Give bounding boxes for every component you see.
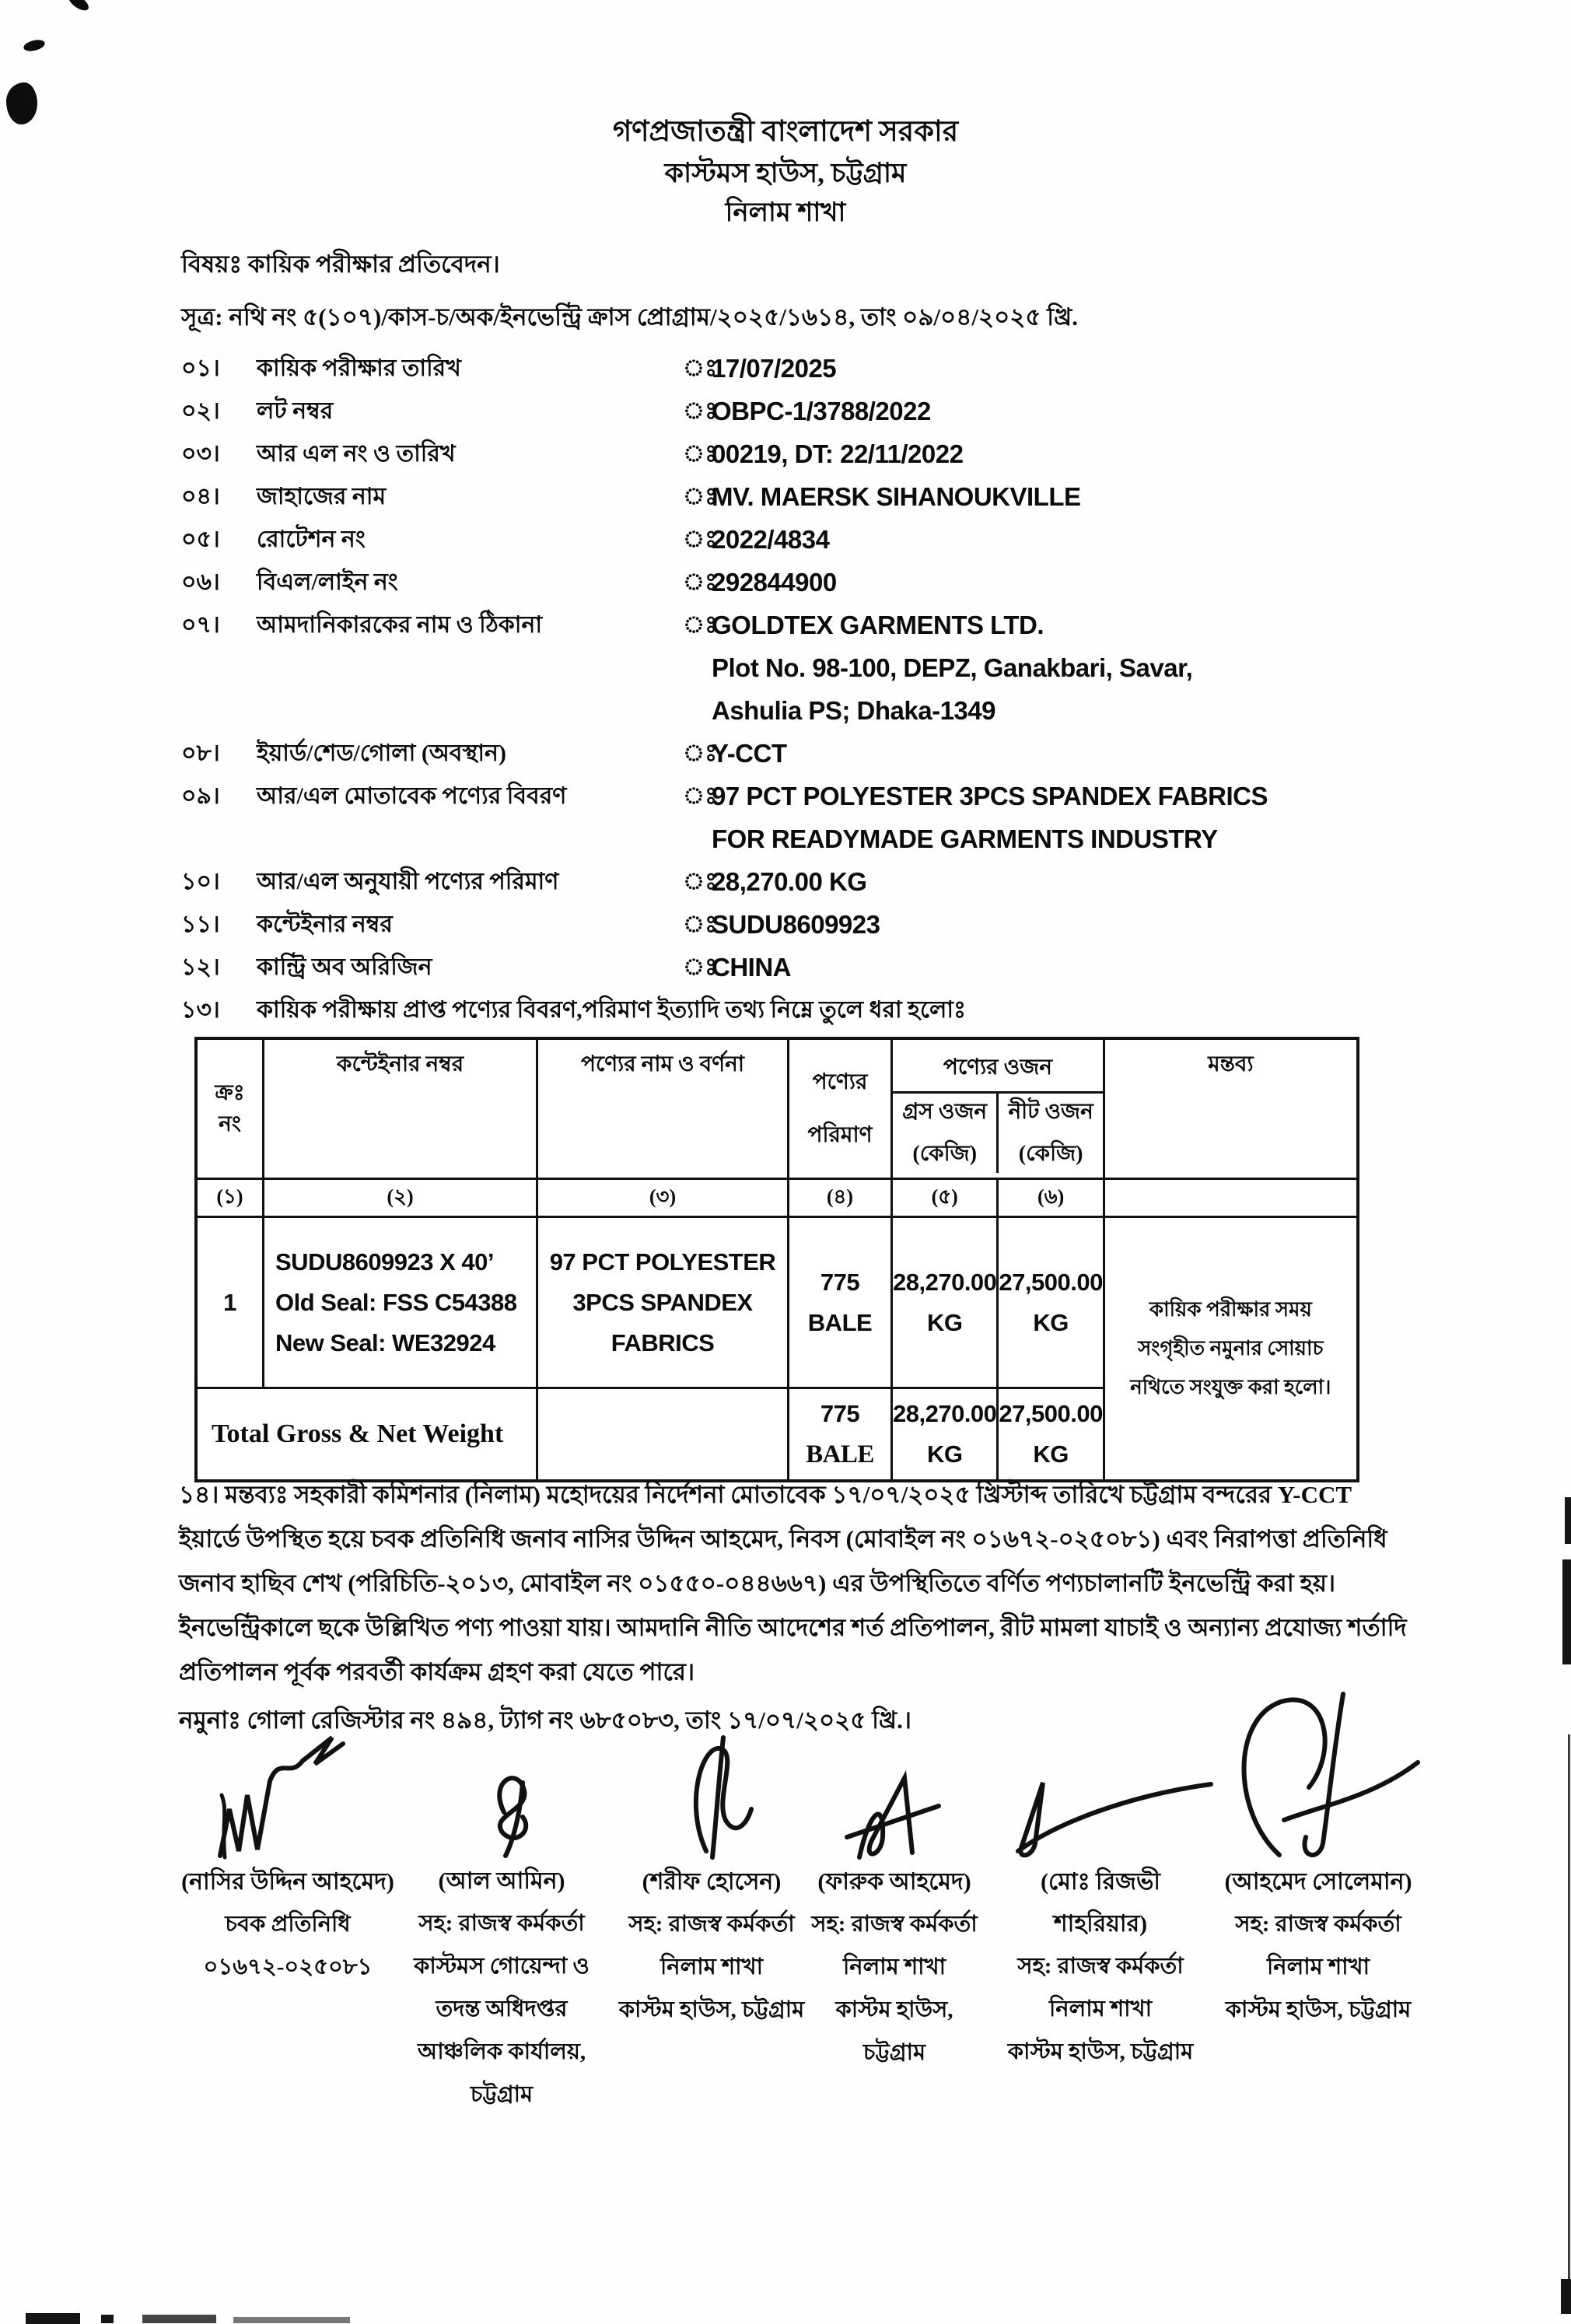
scan-edge-artifact <box>1562 1559 1571 1664</box>
item-value: 00219, DT: 22/11/2022 <box>712 439 964 468</box>
scan-bottom-artifact <box>142 2315 216 2323</box>
signatory-location: কাস্টম হাউস, <box>835 1997 953 2022</box>
item-colon: ঃ <box>683 912 718 937</box>
item-label: কায়িক পরীক্ষার তারিখ <box>257 355 461 381</box>
item-value: Y-CCT <box>712 739 787 768</box>
item-serial: ০১। <box>181 355 220 381</box>
signatory-name: (মোঃ রিজভী <box>1041 1869 1160 1895</box>
item-label: কন্টেইনার নম্বর <box>257 912 393 937</box>
paragraph-line: ইনভেন্ট্রিকালে ছকে উল্লিখিত পণ্য পাওয়া যায়। আমদানি নীতি আদেশের শর্ত প্রতিপালন, রীট মামলা যাচাই ও অন্যান্য প্রযোজ্য শর্তাদি <box>179 1614 1407 1641</box>
total-net-weight: 27,500.00 KG <box>998 1388 1104 1482</box>
scan-bottom-artifact <box>26 2313 80 2324</box>
total-gross-weight: 28,270.00 KG <box>892 1388 998 1482</box>
signatory-name: (আল আমিন) <box>438 1868 565 1894</box>
numbered-items <box>181 347 1457 1031</box>
header-goods-name: পণ্যের নাম ও বর্ণনা <box>537 1038 789 1179</box>
signatory-office: তদন্ত অধিদপ্তর <box>436 1997 568 2021</box>
item-label: আর/এল অনুযায়ী পণ্যের পরিমাণ <box>257 869 559 894</box>
total-quantity: 775 BALE <box>789 1388 892 1482</box>
total-empty-name-cell <box>537 1388 789 1482</box>
signature-scribble <box>661 1734 762 1861</box>
total-label: Total Gross & Net Weight <box>196 1388 537 1482</box>
signature-scribble <box>198 1733 377 1861</box>
signatory-name: (নাসির উদ্দিন আহমেদ) <box>181 1869 394 1895</box>
signatory-branch: নিলাম শাখা <box>1267 1955 1370 1979</box>
item-serial: ১৩। <box>181 997 220 1023</box>
signatory-name: শাহরিয়ার) <box>1053 1911 1148 1937</box>
item-serial: ০৩। <box>181 441 220 467</box>
signatory-name: (শরীফ হোসেন) <box>642 1869 782 1895</box>
item-colon: ঃ <box>683 740 718 766</box>
item-colon: ঃ <box>683 484 718 509</box>
signature-block-6 <box>1190 1688 1447 2032</box>
col-number-remarks-empty <box>1104 1179 1358 1217</box>
signatory-title: সহ: রাজস্ব কর্মকর্তা <box>628 1912 795 1937</box>
item-colon: ঃ <box>683 869 718 894</box>
table-row <box>196 1217 1358 1388</box>
header-gross-weight: গ্রস ওজন (কেজি) <box>893 1094 999 1173</box>
signatory-branch: নিলাম শাখা <box>660 1955 763 1979</box>
item-colon: ঃ <box>683 355 718 381</box>
item-colon: ঃ <box>683 612 718 638</box>
item-colon: ঃ <box>683 569 718 595</box>
item-value: 28,270.00 KG <box>712 867 867 896</box>
ink-blob <box>66 0 92 13</box>
item-value: CHINA <box>712 953 791 982</box>
item-serial: ০৪। <box>181 484 220 509</box>
signature-scribble <box>1209 1688 1427 1861</box>
item-label: বিএল/লাইন নং <box>257 569 398 595</box>
signatory-name: (ফারুক আহমেদ) <box>817 1869 971 1895</box>
document-header <box>0 110 1571 233</box>
item-row-06 <box>181 561 1457 604</box>
cell-container: SUDU8609923 X 40’ Old Seal: FSS C54388 New Seal: WE32924 <box>264 1217 537 1388</box>
header-container: কন্টেইনার নম্বর <box>264 1038 537 1179</box>
subject-line: বিষয়ঃ কায়িক পরীক্ষার প্রতিবেদন। <box>181 250 500 278</box>
scan-bottom-artifact <box>101 2315 114 2323</box>
signature-block-4 <box>778 1766 1011 2074</box>
item-row-08 <box>181 732 1457 775</box>
sample-register-note: নমুনাঃ গোলা রেজিস্টার নং ৪৯৪, ট্যাগ নং ৬৮৫০৮৩, তাং ১৭/০৭/২০২৫ খ্রি.। <box>179 1706 911 1734</box>
item-row-05 <box>181 518 1457 561</box>
item-value: SUDU8609923 <box>712 910 880 939</box>
col-number-2: (২) <box>264 1179 537 1217</box>
col-number-1: (১) <box>196 1179 264 1217</box>
signatory-name: (আহমেদ সোলেমান) <box>1224 1869 1412 1895</box>
header-net-weight: নীট ওজন (কেজি) <box>1008 1100 1093 1166</box>
header-quantity: পণ্যের পরিমাণ <box>789 1038 892 1179</box>
item-serial: ১২। <box>181 954 220 980</box>
col-number-6: (৬) <box>998 1179 1104 1217</box>
reference-line: সূত্র: নথি নং ৫(১০৭)/কাস-চ/অক/ইনভেন্ট্রি ক্রাস প্রোগ্রাম/২০২৫/১৬১৪, তাং ০৯/০৪/২০২৫ খ্রি. <box>181 303 1078 331</box>
item-serial: ১০। <box>181 869 220 894</box>
header-weight-title: পণ্যের ওজন <box>893 1045 1103 1094</box>
item-value: 2022/4834 <box>712 525 830 554</box>
item-row-02 <box>181 390 1457 432</box>
item-colon: ঃ <box>683 398 718 424</box>
scan-bottom-artifact <box>233 2317 350 2323</box>
signatory-title: সহ: রাজস্ব কর্মকর্তা <box>1017 1954 1184 1979</box>
scan-edge-artifact <box>1565 1497 1571 1544</box>
item-serial: ১১। <box>181 912 220 937</box>
signatory-title: সহ: রাজস্ব কর্মকর্তা <box>418 1911 585 1936</box>
signatory-office: আঞ্চলিক কার্যালয়, <box>417 2039 586 2064</box>
signatory-branch: নিলাম শাখা <box>1049 1997 1152 2021</box>
col-number-5: (৫) <box>892 1179 998 1217</box>
signatory-phone: ০১৬৭২-০২৫০৮১ <box>203 1955 373 1979</box>
examination-table <box>194 1037 1359 1482</box>
signature-scribble <box>984 1767 1217 1861</box>
item-label: কায়িক পরীক্ষায় প্রাপ্ত পণ্যের বিবরণ,পরিমাণ ইত্যাদি তথ্য নিম্নে তুলে ধরা হলোঃ <box>257 997 967 1023</box>
paragraph-line: ১৪। মন্তব্যঃ সহকারী কমিশনার (নিলাম) মহোদয়ের নির্দেশনা মোতাবেক ১৭/০৭/২০২৫ খ্রিস্টাব্দ তারিখে চট্টগ্রাম বন্দরের Y-CCT <box>179 1481 1352 1508</box>
cell-serial: 1 <box>196 1217 264 1388</box>
item-value: MV. MAERSK SIHANOUKVILLE <box>712 482 1081 511</box>
item-colon: ঃ <box>683 783 718 809</box>
column-number-row <box>196 1179 1358 1217</box>
signatory-location: চট্টগ্রাম <box>470 2082 534 2107</box>
item-serial: ০৯। <box>181 783 220 809</box>
item-serial: ০৮। <box>181 740 220 766</box>
item-serial: ০২। <box>181 398 220 424</box>
header-serial: ক্রঃ নং <box>196 1038 264 1179</box>
item-row-07 <box>181 604 1457 732</box>
item-row-11 <box>181 903 1457 946</box>
scan-edge-artifact <box>1561 2279 1571 2314</box>
paragraph-line: ইয়ার্ডে উপস্থিত হয়ে চবক প্রতিনিধি জনাব নাসির উদ্দিন আহমেদ, নিবস (মোবাইল নং ০১৬৭২-০২৫০৮১) এবং নিরাপত্তা প্রতিনিধি <box>179 1525 1387 1552</box>
signatory-office: কাস্টমস গোয়েন্দা ও <box>414 1954 590 1979</box>
signatory-location: কাস্টম হাউস, চট্টগ্রাম <box>1007 2039 1194 2064</box>
item-colon: ঃ <box>683 954 718 980</box>
item-row-03 <box>181 432 1457 475</box>
branch-title: নিলাম শাখা <box>725 198 846 227</box>
signatory-location: কাস্টম হাউস, চট্টগ্রাম <box>1225 1997 1412 2022</box>
item-row-01 <box>181 347 1457 390</box>
signatory-title: সহ: রাজস্ব কর্মকর্তা <box>811 1912 978 1937</box>
signature-block-5 <box>980 1767 1221 2074</box>
table-header-row <box>196 1038 1358 1179</box>
item-serial: ০৭। <box>181 612 220 638</box>
office-title: কাস্টমস হাউস, চট্টগ্রাম <box>664 158 907 188</box>
cell-goods-name: 97 PCT POLYESTER 3PCS SPANDEX FABRICS <box>537 1217 789 1388</box>
cell-remarks: কায়িক পরীক্ষার সময় সংগৃহীত নমুনার সোয়াচ নথিতে সংযুক্ত করা হলো। <box>1104 1217 1358 1482</box>
signatory-location: কাস্টম হাউস, চট্টগ্রাম <box>618 1997 805 2022</box>
item-colon: ঃ <box>683 527 718 552</box>
scan-edge-artifact <box>1568 1734 1570 2279</box>
cell-quantity: 775 BALE <box>789 1217 892 1388</box>
item-serial: ০৫। <box>181 527 220 552</box>
signature-block-2 <box>381 1759 622 2116</box>
signatory-location: চট্টগ্রাম <box>862 2040 926 2065</box>
remarks-paragraph <box>179 1472 1544 1694</box>
item-label: আমদানিকারকের নাম ও ঠিকানা <box>257 612 543 638</box>
item-value: 97 PCT POLYESTER 3PCS SPANDEX FABRICS FOR READYMADE GARMENTS INDUSTRY <box>712 782 1268 853</box>
item-row-10 <box>181 860 1457 903</box>
item-label: আর/এল মোতাবেক পণ্যের বিবরণ <box>257 783 567 809</box>
signature-scribble <box>836 1766 953 1861</box>
item-value: GOLDTEX GARMENTS LTD. Plot No. 98-100, DEPZ, Ganakbari, Savar, Ashulia PS; Dhaka-1349 <box>712 611 1193 725</box>
item-value: 292844900 <box>712 568 837 597</box>
signatory-title: সহ: রাজস্ব কর্মকর্তা <box>1235 1912 1401 1937</box>
item-value: OBPC-1/3788/2022 <box>712 397 931 425</box>
item-row-13 <box>181 989 1457 1031</box>
header-remarks: মন্তব্য <box>1104 1038 1358 1179</box>
signatory-title: চবক প্রতিনিধি <box>225 1912 351 1937</box>
item-row-12 <box>181 946 1457 989</box>
signatory-branch: নিলাম শাখা <box>843 1955 946 1979</box>
government-title: গণপ্রজাতন্ত্রী বাংলাদেশ সরকার <box>612 116 959 148</box>
cell-gross-weight: 28,270.00 KG <box>892 1217 998 1388</box>
col-number-4: (৪) <box>789 1179 892 1217</box>
item-label: লট নম্বর <box>257 398 334 424</box>
item-label: জাহাজের নাম <box>257 484 387 509</box>
item-colon: ঃ <box>683 441 718 467</box>
header-weight-group <box>892 1038 1104 1179</box>
item-label: আর এল নং ও তারিখ <box>257 441 456 467</box>
item-label: কান্ট্রি অব অরিজিন <box>257 954 432 980</box>
item-label: ইয়ার্ড/শেড/গোলা (অবস্থান) <box>257 740 506 766</box>
ink-blob <box>23 38 46 53</box>
col-number-3: (৩) <box>537 1179 789 1217</box>
item-value: 17/07/2025 <box>712 354 837 383</box>
paragraph-line: প্রতিপালন পূর্বক পরবর্তী কার্যক্রম গ্রহণ করা যেতে পারে। <box>179 1658 695 1685</box>
item-row-09 <box>181 775 1457 860</box>
item-row-04 <box>181 475 1457 518</box>
signature-scribble <box>443 1759 560 1860</box>
paragraph-line: জনাব হাছিব শেখ (পরিচিতি-২০১৩, মোবাইল নং ০১৫৫০-০৪৪৬৬৭) এর উপস্থিতিতে বর্ণিত পণ্যচালানটি ইনভেন্ট্রি করা হয়। <box>179 1570 1336 1597</box>
cell-net-weight: 27,500.00 KG <box>998 1217 1104 1388</box>
item-serial: ০৬। <box>181 569 220 595</box>
item-label: রোটেশন নং <box>257 527 366 552</box>
